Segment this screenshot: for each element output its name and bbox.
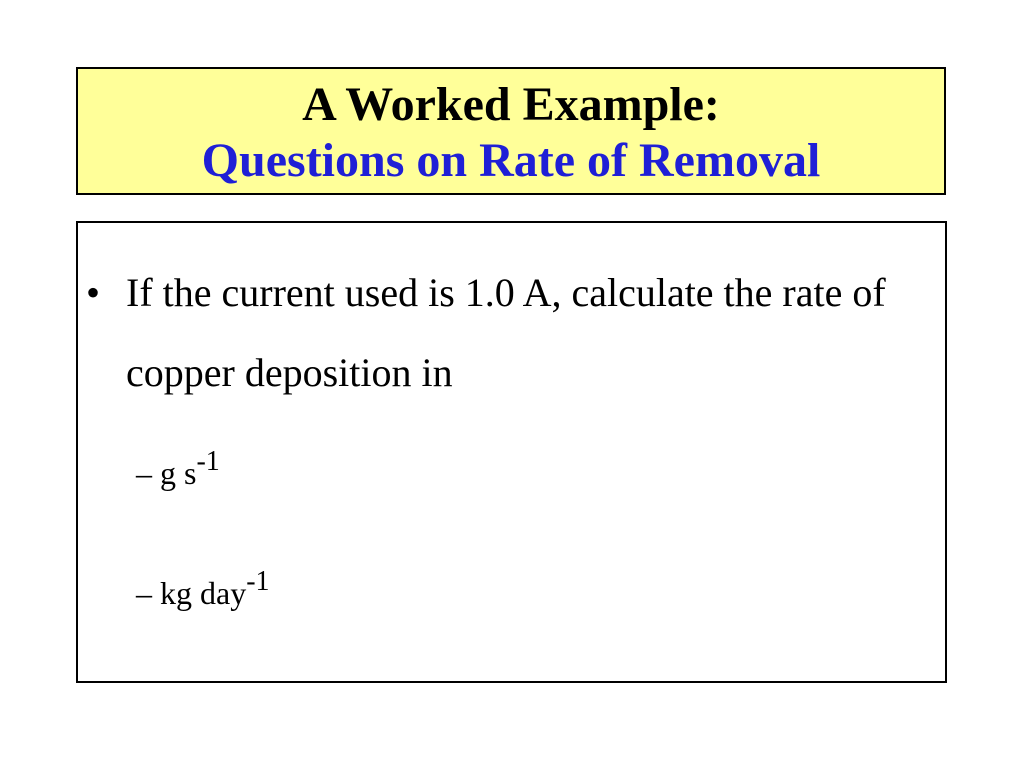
title-box: [76, 67, 946, 195]
dash-icon: –: [136, 455, 152, 491]
sub-item-unit: g s: [160, 455, 197, 491]
sub-item-exponent: -1: [196, 446, 220, 477]
dash-icon: –: [136, 575, 152, 611]
slide-subtitle: Questions on Rate of Removal: [201, 134, 821, 187]
content-box: [76, 221, 947, 683]
bullet-text: If the current used is 1.0 A, calculate the rate of copper deposition in: [126, 270, 886, 395]
sub-item-kg-per-day: [136, 566, 270, 613]
slide-title: A Worked Example:: [302, 78, 720, 131]
sub-item-exponent: -1: [246, 566, 270, 597]
sub-item-g-per-s: [136, 446, 220, 493]
bullet-icon: •: [86, 270, 101, 315]
sub-item-unit: kg day: [160, 575, 247, 611]
